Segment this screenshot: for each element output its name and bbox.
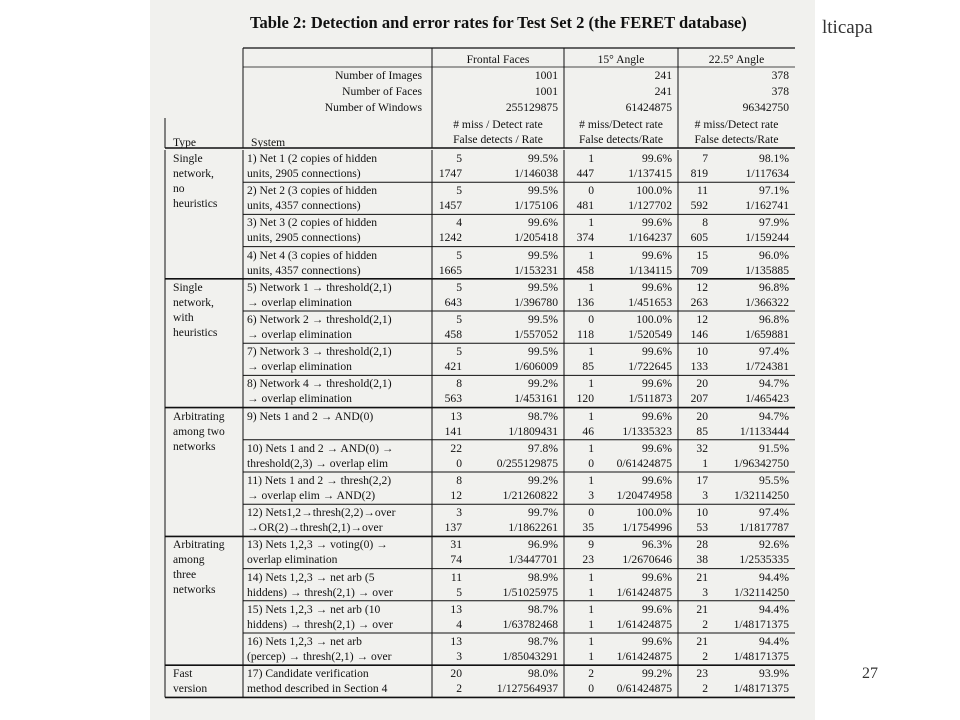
false-detects: 1 — [588, 617, 594, 631]
false-detect-rate: 1/2535335 — [739, 553, 789, 567]
stat-value: 378 — [771, 85, 789, 98]
false-detects: 1457 — [438, 199, 462, 213]
miss-count: 21 — [696, 570, 708, 584]
detect-rate: 99.6% — [642, 345, 672, 359]
false-detects: 146 — [690, 328, 708, 341]
false-detect-rate: 1/61424875 — [616, 650, 672, 663]
system-description: → overlap elimination — [247, 328, 352, 341]
system-description: threshold(2,3) → overlap elim — [247, 456, 389, 470]
false-detects: 136 — [576, 295, 594, 309]
group-label: Arbitrating — [173, 538, 225, 552]
miss-count: 21 — [696, 635, 708, 648]
system-description: 3) Net 3 (2 copies of hidden — [247, 216, 378, 230]
miss-count: 1 — [588, 152, 594, 165]
detect-rate: 99.6% — [642, 409, 672, 423]
false-detect-rate: 1/117634 — [745, 167, 789, 180]
detect-rate: 97.8% — [528, 441, 558, 455]
miss-count: 3 — [456, 506, 462, 520]
detect-rate: 99.6% — [642, 570, 672, 584]
false-detect-rate: 1/396780 — [514, 295, 558, 309]
false-detects: 819 — [690, 167, 708, 180]
group-label: heuristics — [173, 197, 218, 210]
false-detect-rate: 1/146038 — [514, 167, 558, 180]
group-label: among two — [173, 424, 225, 438]
false-detect-rate: 1/175106 — [514, 199, 558, 213]
detect-rate: 99.6% — [642, 152, 672, 165]
false-detect-rate: 1/32114250 — [734, 489, 789, 502]
false-detects: 4 — [456, 617, 462, 631]
false-detect-rate: 1/724381 — [745, 360, 789, 374]
detect-rate: 99.6% — [528, 216, 558, 230]
miss-count: 0 — [588, 184, 594, 198]
detect-rate: 99.5% — [528, 280, 558, 294]
system-description: 7) Network 3 → threshold(2,1) — [247, 345, 392, 359]
system-description: 15) Nets 1,2,3 → net arb (10 — [247, 602, 381, 616]
false-detects: 1242 — [438, 231, 462, 245]
false-detects: 263 — [690, 295, 708, 309]
group-label: Single — [173, 280, 203, 294]
false-detects: 3 — [702, 489, 708, 502]
false-detects: 709 — [690, 263, 708, 277]
detect-rate: 99.6% — [642, 474, 672, 487]
miss-count: 1 — [588, 377, 594, 391]
stat-value: 255129875 — [505, 101, 558, 114]
false-detect-rate: 1/96342750 — [733, 456, 789, 470]
false-detects: 1 — [588, 650, 594, 663]
detect-rate: 99.7% — [528, 506, 558, 520]
false-detects: 133 — [690, 360, 708, 374]
group-label: version — [173, 682, 208, 696]
column-group-label: 22.5° Angle — [708, 53, 765, 66]
system-description: → overlap elimination — [247, 295, 352, 309]
miss-count: 4 — [456, 216, 462, 230]
stat-label: Number of Images — [335, 69, 422, 82]
miss-count: 10 — [696, 345, 708, 359]
system-description: 2) Net 2 (3 copies of hidden — [247, 184, 378, 198]
false-detects: 23 — [582, 553, 594, 567]
miss-count: 5 — [456, 248, 462, 262]
false-detects: 53 — [696, 521, 708, 535]
false-detects: 141 — [444, 424, 462, 438]
false-detect-rate: 1/205418 — [514, 231, 558, 245]
false-detects: 207 — [690, 392, 708, 406]
detect-rate: 99.6% — [642, 377, 672, 391]
miss-count: 1 — [588, 635, 594, 648]
false-detect-rate: 1/1133444 — [739, 424, 789, 438]
false-detects: 374 — [576, 231, 594, 245]
detect-rate: 99.5% — [528, 152, 558, 165]
detect-rate: 100.0% — [636, 506, 672, 520]
stat-value: 241 — [654, 69, 672, 82]
detect-rate: 98.9% — [528, 570, 558, 584]
column-header: # miss/Detect rate — [694, 118, 779, 131]
miss-count: 10 — [696, 506, 708, 520]
detect-rate: 95.5% — [759, 474, 789, 487]
false-detect-rate: 1/134115 — [628, 263, 672, 277]
miss-count: 11 — [450, 570, 462, 584]
false-detect-rate: 1/366322 — [745, 295, 789, 309]
false-detect-rate: 1/1754996 — [622, 521, 672, 535]
detect-rate: 99.6% — [642, 216, 672, 230]
miss-count: 1 — [588, 409, 594, 423]
false-detects: 3 — [588, 489, 594, 502]
miss-count: 1 — [588, 280, 594, 294]
false-detect-rate: 1/63782468 — [502, 617, 558, 631]
detect-rate: 94.4% — [759, 602, 789, 616]
miss-count: 15 — [696, 248, 708, 262]
detect-rate: 96.3% — [642, 538, 672, 552]
false-detects: 481 — [576, 199, 594, 213]
column-header: False detects/Rate — [578, 133, 664, 146]
miss-count: 12 — [696, 313, 708, 326]
detect-rate: 99.5% — [528, 184, 558, 198]
column-header: # miss / Detect rate — [453, 118, 543, 131]
false-detects: 46 — [582, 424, 594, 438]
column-group-label: Frontal Faces — [466, 53, 530, 66]
false-detects: 605 — [690, 231, 708, 245]
detect-rate: 99.2% — [528, 474, 558, 487]
title-fragment: lticapa — [822, 17, 873, 38]
group-label: Fast — [173, 667, 193, 681]
system-header: System — [251, 136, 286, 149]
system-description: 9) Nets 1 and 2 → AND(0) — [247, 409, 374, 423]
system-description: hiddens) → thresh(2,1) → over — [247, 617, 393, 631]
false-detects: 38 — [696, 553, 708, 567]
system-description: 12) Nets1,2→thresh(2,2)→over — [247, 506, 396, 520]
false-detects: 2 — [702, 650, 708, 663]
false-detect-rate: 1/465423 — [745, 392, 789, 406]
miss-count: 28 — [696, 538, 708, 552]
false-detect-rate: 1/20474958 — [616, 489, 672, 502]
false-detects: 421 — [444, 360, 462, 374]
false-detect-rate: 1/127564937 — [496, 682, 558, 696]
false-detects: 137 — [444, 521, 462, 535]
false-detects: 118 — [577, 328, 594, 341]
detect-rate: 99.5% — [528, 345, 558, 359]
detect-rate: 99.6% — [642, 635, 672, 648]
detect-rate: 98.0% — [528, 667, 558, 681]
false-detect-rate: 1/1809431 — [508, 424, 558, 438]
false-detects: 0 — [588, 456, 594, 470]
miss-count: 5 — [456, 152, 462, 165]
stat-label: Number of Windows — [324, 101, 422, 114]
false-detects: 563 — [444, 392, 462, 406]
system-description: overlap elimination — [247, 553, 338, 567]
detect-rate: 99.2% — [642, 667, 672, 681]
system-description: → overlap elimination — [247, 360, 352, 374]
miss-count: 20 — [696, 377, 708, 391]
group-label: Single — [173, 152, 203, 165]
false-detect-rate: 1/164237 — [628, 231, 672, 245]
false-detect-rate: 1/61424875 — [616, 617, 672, 631]
false-detects: 2 — [702, 682, 708, 696]
detect-rate: 91.5% — [759, 441, 789, 455]
system-description: units, 2905 connections) — [247, 167, 361, 180]
false-detects: 1 — [588, 585, 594, 599]
system-description: → overlap elim → AND(2) — [247, 489, 376, 502]
false-detects: 1 — [702, 456, 708, 470]
miss-count: 31 — [450, 538, 462, 552]
false-detects: 3 — [456, 650, 462, 663]
stat-value: 378 — [771, 69, 789, 82]
false-detects: 592 — [690, 199, 708, 213]
detect-rate: 98.7% — [528, 635, 558, 648]
false-detects: 2 — [702, 617, 708, 631]
detect-rate: 94.7% — [759, 409, 789, 423]
stat-value: 1001 — [534, 69, 558, 82]
system-description: 5) Network 1 → threshold(2,1) — [247, 280, 392, 294]
system-description: 17) Candidate verification — [247, 667, 369, 681]
false-detect-rate: 1/162741 — [745, 199, 789, 213]
group-label: among — [173, 553, 205, 567]
detect-rate: 94.4% — [759, 570, 789, 584]
false-detects: 458 — [576, 263, 594, 277]
false-detect-rate: 0/255129875 — [496, 456, 558, 470]
false-detects: 1665 — [438, 263, 462, 277]
detect-rate: 98.1% — [759, 152, 789, 165]
false-detects: 120 — [576, 392, 594, 406]
detect-rate: 99.5% — [528, 313, 558, 326]
false-detects: 35 — [582, 521, 594, 535]
miss-count: 32 — [696, 441, 708, 455]
group-label: three — [173, 568, 197, 582]
miss-count: 1 — [588, 216, 594, 230]
miss-count: 1 — [588, 570, 594, 584]
miss-count: 1 — [588, 474, 594, 487]
stat-value: 96342750 — [742, 101, 789, 114]
miss-count: 0 — [588, 506, 594, 520]
system-description: 8) Network 4 → threshold(2,1) — [247, 377, 392, 391]
group-label: networks — [173, 583, 216, 597]
detect-rate: 96.9% — [528, 538, 558, 552]
system-description: 16) Nets 1,2,3 → net arb — [247, 635, 362, 648]
system-description: 4) Net 4 (3 copies of hidden — [247, 248, 378, 262]
system-description: method described in Section 4 — [247, 682, 388, 696]
detect-rate: 92.6% — [759, 538, 789, 552]
detect-rate: 100.0% — [636, 184, 672, 198]
stat-value: 61424875 — [625, 101, 672, 114]
system-description: → overlap elimination — [247, 392, 352, 406]
detect-rate: 99.6% — [642, 248, 672, 262]
system-description: units, 2905 connections) — [247, 231, 361, 245]
miss-count: 5 — [456, 184, 462, 198]
miss-count: 1 — [588, 441, 594, 455]
miss-count: 5 — [456, 313, 462, 326]
detect-rate: 97.9% — [759, 216, 789, 230]
detect-rate: 97.1% — [759, 184, 789, 198]
system-description: 10) Nets 1 and 2 → AND(0) → — [247, 441, 394, 455]
false-detects: 1747 — [438, 167, 462, 180]
detect-rate: 94.4% — [759, 635, 789, 648]
miss-count: 13 — [450, 409, 462, 423]
system-description: 1) Net 1 (2 copies of hidden — [247, 152, 378, 165]
group-label: Arbitrating — [173, 409, 225, 423]
detect-rate: 96.8% — [759, 313, 789, 326]
detect-rate: 99.6% — [642, 280, 672, 294]
false-detect-rate: 1/606009 — [514, 360, 558, 374]
system-description: units, 4357 connections) — [247, 199, 361, 213]
false-detect-rate: 1/1817787 — [739, 521, 789, 535]
miss-count: 9 — [588, 538, 594, 552]
column-group-label: 15° Angle — [597, 53, 645, 66]
detect-rate: 97.4% — [759, 345, 789, 359]
miss-count: 12 — [696, 280, 708, 294]
false-detect-rate: 0/61424875 — [616, 682, 672, 696]
group-label: heuristics — [173, 325, 218, 339]
detect-rate: 99.5% — [528, 248, 558, 262]
miss-count: 1 — [588, 602, 594, 616]
false-detect-rate: 1/21260822 — [502, 489, 558, 502]
stat-value: 1001 — [534, 85, 558, 98]
column-header: # miss/Detect rate — [579, 118, 663, 131]
group-label: network, — [173, 295, 214, 309]
false-detect-rate: 1/61424875 — [616, 585, 672, 599]
miss-count: 5 — [456, 280, 462, 294]
false-detects: 12 — [450, 489, 462, 502]
false-detect-rate: 1/659881 — [745, 328, 789, 341]
false-detect-rate: 1/135885 — [745, 263, 789, 277]
column-header: False detects / Rate — [453, 133, 543, 146]
group-label: networks — [173, 439, 216, 453]
false-detects: 85 — [696, 424, 708, 438]
detect-rate: 97.4% — [759, 506, 789, 520]
miss-count: 1 — [588, 248, 594, 262]
stat-label: Number of Faces — [342, 85, 422, 98]
false-detect-rate: 1/153231 — [514, 263, 558, 277]
detect-rate: 96.8% — [759, 280, 789, 294]
group-label: with — [173, 310, 194, 324]
false-detects: 458 — [444, 328, 462, 341]
detect-rate: 98.7% — [528, 602, 558, 616]
miss-count: 20 — [450, 667, 462, 681]
false-detects: 85 — [582, 360, 594, 374]
group-label: network, — [173, 167, 214, 180]
system-description: units, 4357 connections) — [247, 263, 361, 277]
miss-count: 21 — [696, 602, 708, 616]
false-detect-rate: 1/3447701 — [508, 553, 558, 567]
false-detects: 2 — [456, 682, 462, 696]
false-detects: 0 — [456, 456, 462, 470]
detect-rate: 96.0% — [759, 248, 789, 262]
miss-count: 17 — [696, 474, 708, 487]
false-detect-rate: 1/453161 — [514, 392, 558, 406]
column-header: False detects/Rate — [694, 133, 779, 146]
detect-rate: 93.9% — [759, 667, 789, 681]
false-detects: 3 — [702, 585, 708, 599]
miss-count: 13 — [450, 602, 462, 616]
miss-count: 22 — [450, 441, 462, 455]
system-description: 6) Network 2 → threshold(2,1) — [247, 313, 392, 326]
detect-rate: 100.0% — [636, 313, 672, 326]
group-label: no — [173, 182, 185, 195]
stat-value: 241 — [654, 85, 672, 98]
false-detect-rate: 1/1862261 — [508, 521, 558, 535]
miss-count: 11 — [696, 184, 708, 198]
system-description: 11) Nets 1 and 2 → thresh(2,2) — [247, 474, 392, 487]
false-detects: 447 — [576, 167, 594, 180]
system-description: (percep) → thresh(2,1) → over — [247, 650, 392, 663]
detect-rate: 99.6% — [642, 602, 672, 616]
detect-rate: 98.7% — [528, 409, 558, 423]
system-description: 14) Nets 1,2,3 → net arb (5 — [247, 570, 375, 584]
false-detects: 5 — [456, 585, 462, 599]
system-description: →OR(2)→thresh(2,1)→over — [247, 521, 383, 535]
detect-rate: 99.6% — [642, 441, 672, 455]
miss-count: 23 — [696, 667, 708, 681]
false-detect-rate: 1/557052 — [514, 328, 558, 341]
miss-count: 2 — [588, 667, 594, 681]
miss-count: 8 — [456, 474, 462, 487]
detect-rate: 99.2% — [528, 377, 558, 391]
miss-count: 8 — [702, 216, 708, 230]
miss-count: 20 — [696, 409, 708, 423]
false-detects: 74 — [450, 553, 462, 567]
false-detect-rate: 1/520549 — [628, 328, 672, 341]
false-detect-rate: 1/1335323 — [622, 424, 672, 438]
false-detect-rate: 1/85043291 — [502, 650, 558, 663]
miss-count: 5 — [456, 345, 462, 359]
false-detect-rate: 1/137415 — [628, 167, 672, 180]
false-detect-rate: 1/127702 — [628, 199, 672, 213]
miss-count: 1 — [588, 345, 594, 359]
false-detect-rate: 1/511873 — [628, 392, 672, 406]
false-detect-rate: 1/48171375 — [733, 650, 789, 663]
miss-count: 0 — [588, 313, 594, 326]
system-description: 13) Nets 1,2,3 → voting(0) → — [247, 538, 388, 552]
false-detect-rate: 0/61424875 — [616, 456, 672, 470]
detect-rate: 94.7% — [759, 377, 789, 391]
miss-count: 7 — [702, 152, 708, 165]
system-description: hiddens) → thresh(2,1) → over — [247, 585, 393, 599]
false-detect-rate: 1/51025975 — [502, 585, 558, 599]
false-detect-rate: 1/32114250 — [734, 585, 789, 599]
false-detect-rate: 1/722645 — [628, 360, 672, 374]
false-detects: 643 — [444, 295, 462, 309]
type-header: Type — [173, 136, 197, 149]
table-caption: Table 2: Detection and error rates for Test Set 2 (the FERET database) — [250, 13, 747, 32]
miss-count: 8 — [456, 377, 462, 391]
false-detect-rate: 1/48171375 — [733, 617, 789, 631]
page-number: 27 — [862, 665, 878, 682]
false-detect-rate: 1/2670646 — [622, 553, 672, 567]
false-detect-rate: 1/159244 — [745, 231, 789, 245]
miss-count: 13 — [450, 635, 462, 648]
false-detects: 0 — [588, 682, 594, 696]
false-detect-rate: 1/451653 — [628, 295, 672, 309]
false-detect-rate: 1/48171375 — [733, 682, 789, 696]
